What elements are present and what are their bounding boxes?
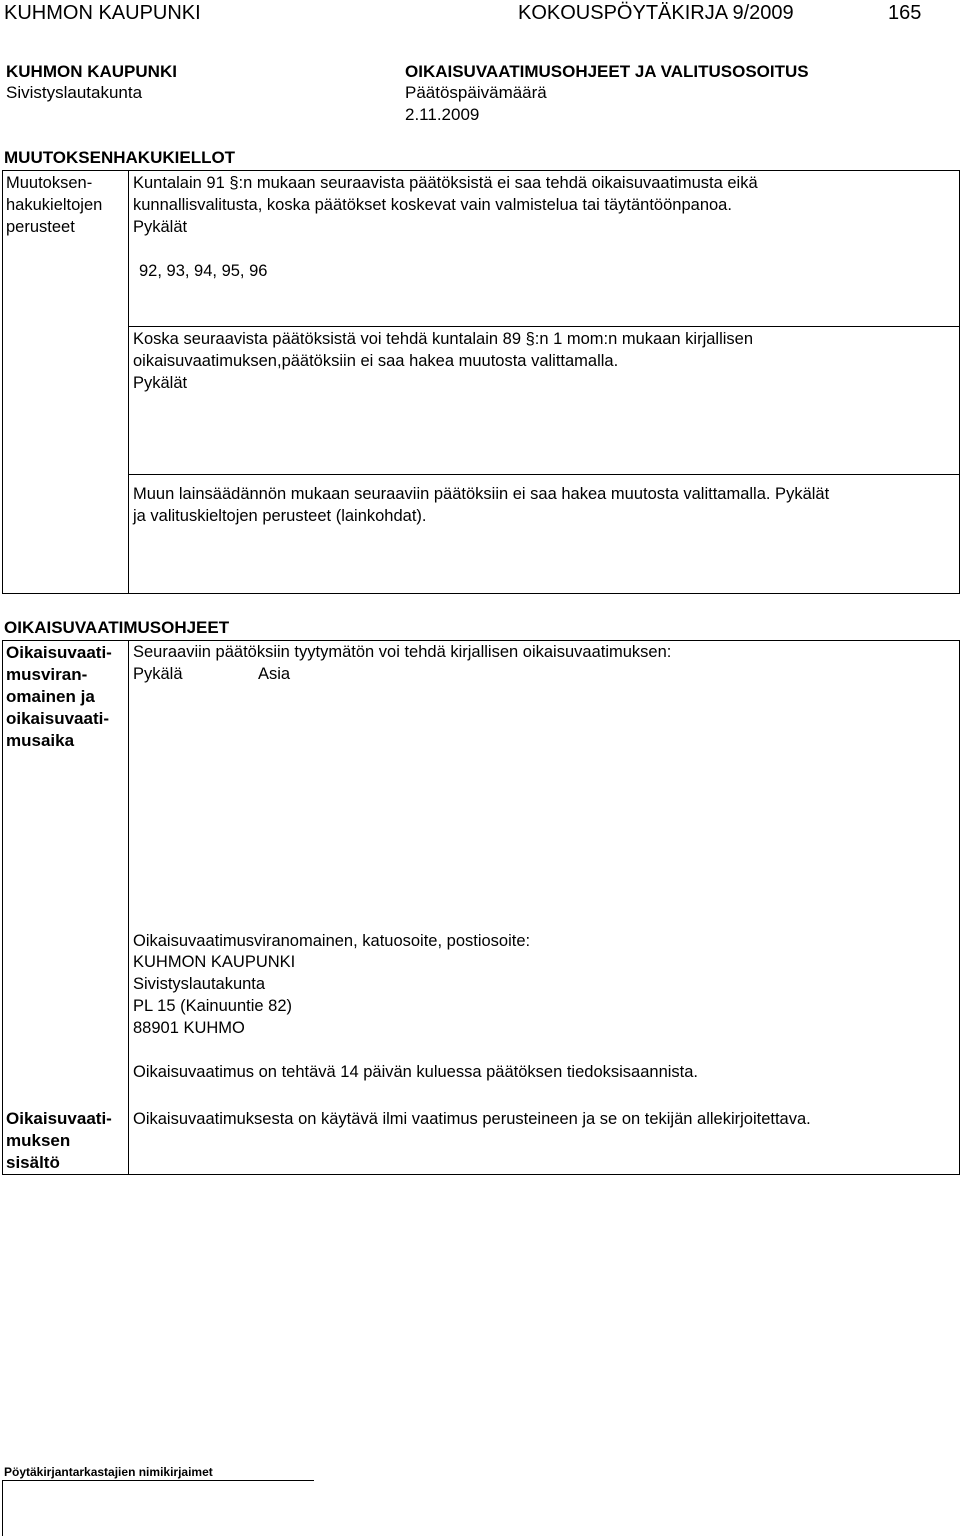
page-header-doc-type: KOKOUSPÖYTÄKIRJA 9/2009 (518, 2, 794, 24)
pykalat-label-2: Pykälät (133, 374, 188, 392)
label-line: musviran- (6, 665, 88, 684)
pykalat-label-1: Pykälät (133, 218, 188, 236)
column-pykala: Pykälä (133, 665, 183, 683)
label-line: muksen (6, 1131, 71, 1150)
content-requirement-text: Oikaisuvaatimuksesta on käytävä ilmi vaatimus perusteineen ja se on tekijän allekirjoitettava. (133, 1110, 811, 1128)
section2-label-content (6, 1108, 126, 1174)
section1-divider (128, 170, 129, 594)
doc-title: OIKAISUVAATIMUSOHJEET JA VALITUSOSOITUS (405, 62, 809, 81)
label-line: musaika (6, 731, 75, 750)
decision-date: 2.11.2009 (405, 105, 480, 124)
doc-unit: Sivistyslautakunta (6, 83, 143, 102)
address-line: 88901 KUHMO (133, 1019, 245, 1037)
section-heading-muutoksenhakukiellot: MUUTOKSENHAKUKIELLOT (4, 148, 236, 167)
address-line: KUHMON KAUPUNKI (133, 953, 296, 971)
pykalat-numbers: 92, 93, 94, 95, 96 (139, 262, 268, 280)
date-label: Päätöspäivämäärä (405, 83, 547, 102)
signature-rule (2, 1480, 314, 1481)
section1-label (6, 172, 126, 238)
muun-lainsaadannon-line1: Muun lainsäädännön mukaan seuraaviin päätöksiin ei saa hakea muutosta valittamalla. Pykälät (133, 485, 830, 503)
address-line: Sivistyslautakunta (133, 975, 266, 993)
authority-address-label: Oikaisuvaatimusviranomainen, katuosoite, postiosoite: (133, 932, 531, 950)
page-number: 165 (888, 2, 922, 24)
doc-org: KUHMON KAUPUNKI (6, 62, 177, 81)
column-asia: Asia (258, 665, 291, 683)
section1-row-rule-2 (128, 474, 960, 475)
label-line: Oikaisuvaati- (6, 643, 112, 662)
label-line: perusteet (6, 218, 75, 236)
kuntalain-91-line2: kunnallisvalitusta, koska päätökset koskevat vain valmistelua tai täytäntöönpanoa. (133, 196, 732, 214)
address-line: PL 15 (Kainuuntie 82) (133, 997, 292, 1015)
label-line: sisältö (6, 1153, 60, 1172)
page-header-org: KUHMON KAUPUNKI (4, 2, 201, 24)
label-line: omainen ja (6, 687, 95, 706)
section-heading-oikaisuvaatimusohjeet: OIKAISUVAATIMUSOHJEET (4, 618, 230, 637)
section2-box (2, 640, 960, 1175)
section2-divider (128, 640, 129, 1175)
label-line: hakukieltojen (6, 196, 103, 214)
muun-lainsaadannon-line2: ja valituskieltojen perusteet (lainkohdat). (133, 507, 427, 525)
label-line: Muutoksen- (6, 174, 93, 192)
section2-label-authority (6, 642, 126, 752)
label-line: Oikaisuvaati- (6, 1109, 112, 1128)
kuntalain-91-line1: Kuntalain 91 §:n mukaan seuraavista päätöksistä ei saa tehdä oikaisuvaatimusta eikä (133, 174, 758, 192)
signature-box-left (2, 1480, 3, 1536)
deadline-text: Oikaisuvaatimus on tehtävä 14 päivän kuluessa päätöksen tiedoksisaannista. (133, 1063, 699, 1081)
kuntalain-89-line1: Koska seuraavista päätöksistä voi tehdä kuntalain 89 §:n 1 mom:n mukaan kirjallisen (133, 330, 754, 348)
oikaisuvaatimus-intro: Seuraaviin päätöksiin tyytymätön voi tehdä kirjallisen oikaisuvaatimuksen: (133, 643, 672, 661)
signature-label: Pöytäkirjantarkastajien nimikirjaimet (4, 1465, 213, 1479)
section1-row-rule-1 (128, 326, 960, 327)
label-line: oikaisuvaati- (6, 709, 109, 728)
kuntalain-89-line2: oikaisuvaatimuksen,päätöksiin ei saa hakea muutosta valittamalla. (133, 352, 619, 370)
